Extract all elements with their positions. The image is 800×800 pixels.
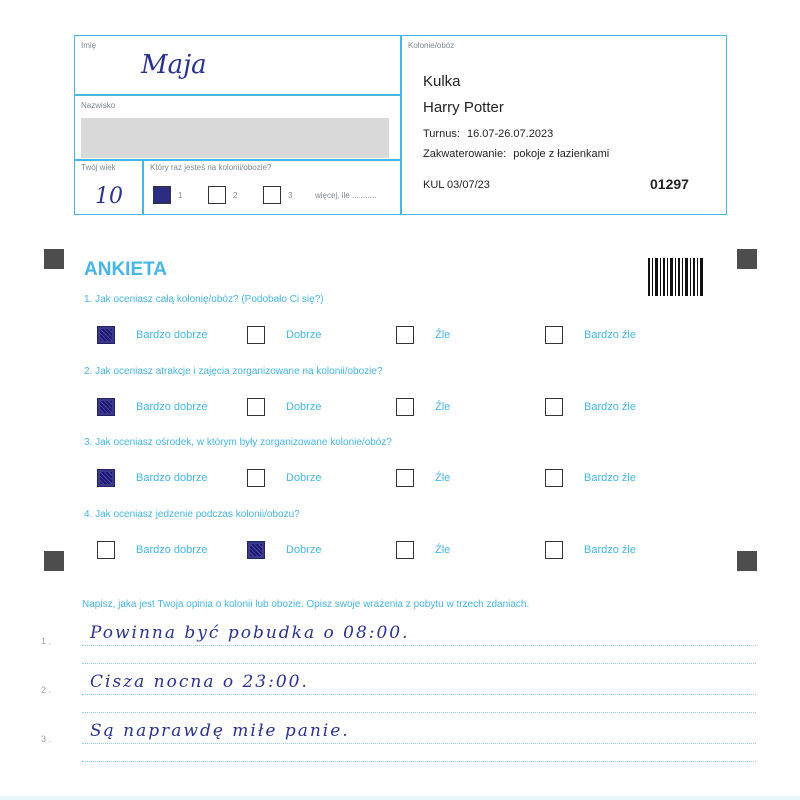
opinion-line-2-dotted-rule-1: [82, 694, 756, 695]
bottom-strip: [0, 796, 800, 800]
question-2-checkbox-4[interactable]: [545, 398, 563, 416]
ktory-raz-box-2[interactable]: [208, 186, 226, 204]
question-1-option-label-3: Źle: [435, 329, 451, 341]
ktory-raz-label: Który raz jesteś na kolonii/obozie?: [150, 163, 272, 172]
opinion-line-2-number: 2 .: [41, 685, 52, 695]
question-1-option-label-4: Bardzo źle: [584, 329, 636, 341]
imie-label: Imię: [81, 41, 97, 50]
question-4-option-label-4: Bardzo źle: [584, 544, 636, 556]
wiecej-label: więcej, ile ...........: [315, 191, 377, 200]
kolonia-name: Kulka: [423, 73, 461, 90]
question-2-option-label-4: Bardzo źle: [584, 401, 636, 413]
question-4-checkbox-3[interactable]: [396, 541, 414, 559]
nazwisko-redacted: [81, 118, 389, 158]
question-3-text: 3. Jak oceniasz ośrodek, w którym były zorganizowane kolonie/obóz?: [84, 437, 392, 448]
question-2-checkbox-1[interactable]: [97, 398, 115, 416]
header-divider-2: [75, 159, 400, 161]
ktory-raz-box-3[interactable]: [263, 186, 281, 204]
registration-marker-br: [737, 551, 757, 571]
question-1-option-label-1: Bardzo dobrze: [136, 329, 208, 341]
question-4-option-label-1: Bardzo dobrze: [136, 544, 208, 556]
question-1-checkbox-4[interactable]: [545, 326, 563, 344]
zakwaterowanie-row: [423, 148, 609, 160]
survey-title: ANKIETA: [84, 259, 168, 280]
imie-value: Maja: [141, 50, 207, 80]
opinion-line-3-dotted-rule-1: [82, 743, 756, 744]
header-divider-3: [142, 159, 144, 214]
registration-marker-tl: [44, 249, 64, 269]
opinion-line-1-number: 1 .: [41, 636, 52, 646]
question-2-text: 2. Jak oceniasz atrakcje i zajęcia zorganizowane na kolonii/obozie?: [84, 366, 383, 377]
question-2-option-label-2: Dobrze: [286, 401, 322, 413]
question-3-option-label-2: Dobrze: [286, 472, 322, 484]
question-4-checkbox-4[interactable]: [545, 541, 563, 559]
question-4-checkbox-1[interactable]: [97, 541, 115, 559]
zakwaterowanie-label: Zakwaterowanie:: [423, 148, 507, 160]
question-3-option-label-3: Źle: [435, 472, 451, 484]
registration-marker-bl: [44, 551, 64, 571]
opinion-line-1-text[interactable]: Powinna być pobudka o 08:00.: [90, 623, 410, 643]
ktory-raz-label-2: 2: [233, 191, 238, 200]
wiek-value: 10: [95, 184, 123, 209]
question-3-option-label-4: Bardzo źle: [584, 472, 636, 484]
question-1-checkbox-2[interactable]: [247, 326, 265, 344]
question-1-checkbox-1[interactable]: [97, 326, 115, 344]
barcode: [648, 258, 704, 296]
opinion-line-1-dotted-rule-2: [82, 663, 756, 664]
nazwisko-label: Nazwisko: [81, 101, 116, 110]
turnus-label: Turnus:: [423, 128, 460, 140]
question-2-option-label-3: Źle: [435, 401, 451, 413]
question-3-checkbox-3[interactable]: [396, 469, 414, 487]
ktory-raz-box-1[interactable]: [153, 186, 171, 204]
turnus-value: 16.07-26.07.2023: [466, 128, 554, 140]
question-2-checkbox-3[interactable]: [396, 398, 414, 416]
turnus-row: [423, 128, 553, 140]
form-number: 01297: [650, 176, 689, 192]
kolonia-theme: Harry Potter: [423, 99, 504, 116]
question-4-option-label-2: Dobrze: [286, 544, 322, 556]
question-1-checkbox-3[interactable]: [396, 326, 414, 344]
form-code: KUL 03/07/23: [423, 179, 490, 191]
opinion-line-3-number: 3 .: [41, 734, 52, 744]
opinion-line-2-dotted-rule-2: [82, 712, 756, 713]
question-4-checkbox-2[interactable]: [247, 541, 265, 559]
question-2-option-label-1: Bardzo dobrze: [136, 401, 208, 413]
question-4-option-label-3: Źle: [435, 544, 451, 556]
question-3-checkbox-1[interactable]: [97, 469, 115, 487]
question-3-checkbox-4[interactable]: [545, 469, 563, 487]
header-form: [74, 35, 727, 215]
opinion-prompt: Napisz, jaka jest Twoja opinia o kolonii lub obozie. Opisz swoje wrażenia z pobytu w trzech zdaniach.: [82, 599, 530, 610]
opinion-line-2-text[interactable]: Cisza nocna o 23:00.: [90, 672, 309, 692]
opinion-line-1-dotted-rule-1: [82, 645, 756, 646]
question-4-text: 4. Jak oceniasz jedzenie podczas kolonii/obozu?: [84, 509, 300, 520]
question-1-option-label-2: Dobrze: [286, 329, 322, 341]
question-2-checkbox-2[interactable]: [247, 398, 265, 416]
question-1-text: 1. Jak oceniasz całą kolonię/obóz? (Podobało Ci się?): [84, 294, 324, 305]
header-divider-1: [75, 94, 400, 96]
wiek-label: Twój wiek: [81, 163, 116, 172]
opinion-line-3-dotted-rule-2: [82, 761, 756, 762]
registration-marker-tr: [737, 249, 757, 269]
header-divider-vertical: [400, 36, 402, 214]
question-3-option-label-1: Bardzo dobrze: [136, 472, 208, 484]
ktory-raz-label-1: 1: [178, 191, 183, 200]
zakwaterowanie-value: pokoje z łazienkami: [513, 148, 610, 160]
ktory-raz-label-3: 3: [288, 191, 293, 200]
kolonie-label: Kolonie/obóz: [408, 41, 455, 50]
question-3-checkbox-2[interactable]: [247, 469, 265, 487]
opinion-line-3-text[interactable]: Są naprawdę miłe panie.: [90, 721, 350, 741]
